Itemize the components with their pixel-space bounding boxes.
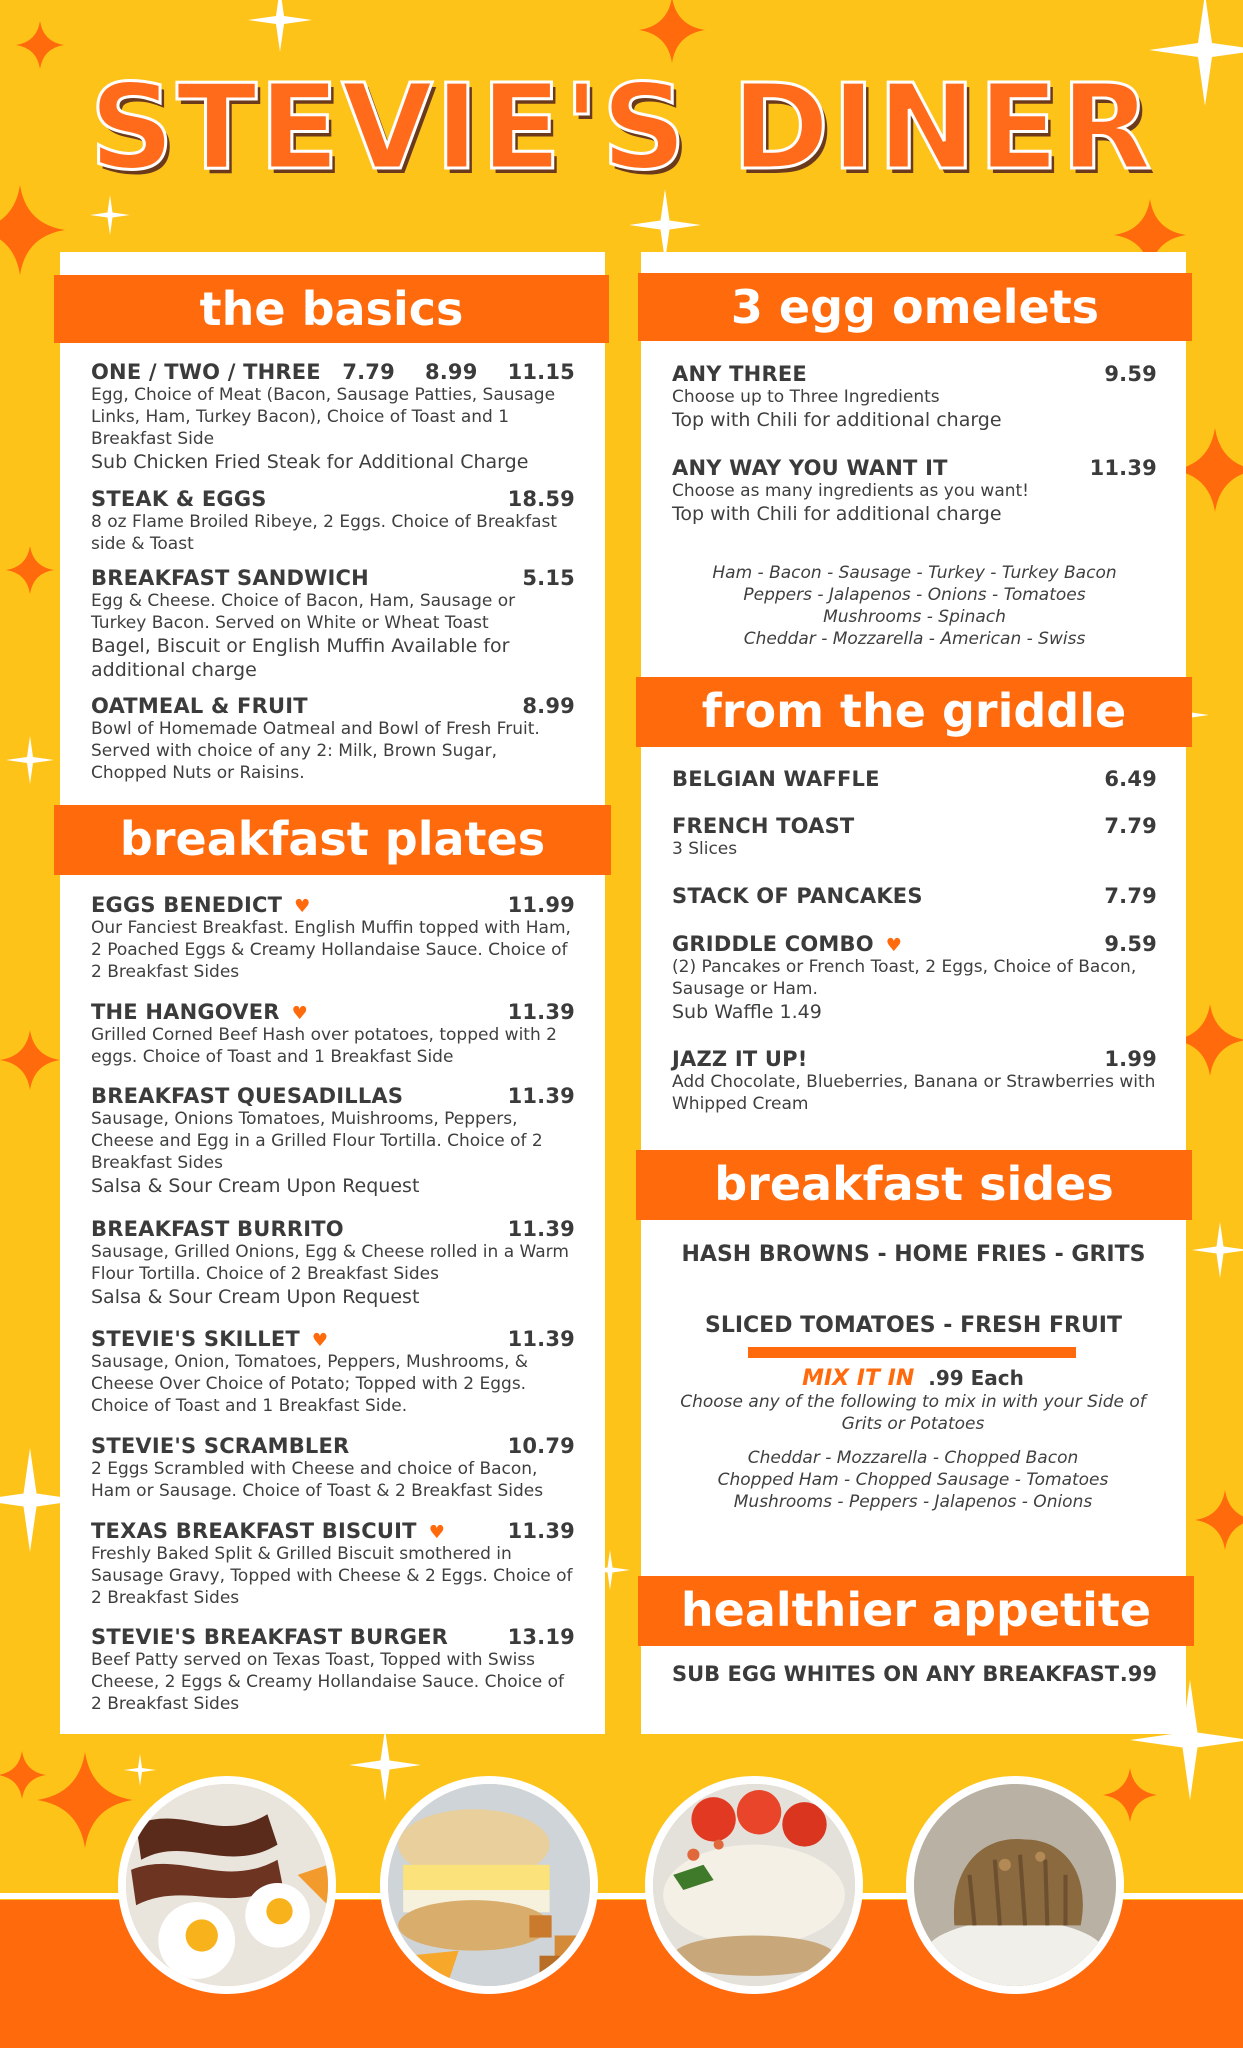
heart-icon: ♥ xyxy=(311,1330,329,1351)
item-description: 3 Slices xyxy=(672,839,738,859)
item-description: Sausage, Onions Tomatoes, Muishrooms, Peppers, Cheese and Egg in a Grilled Flour Tortilla. Choice of 2 Breakfast Sides xyxy=(91,1109,543,1173)
sides-line: SLICED TOMATOES - FRESH FRUIT xyxy=(704,1313,1123,1338)
menu-item xyxy=(91,893,575,983)
item-name: ANY WAY YOU WANT IT xyxy=(672,456,948,480)
item-note: Bagel, Biscuit or English Muffin Available for additional charge xyxy=(91,635,510,681)
item-note: Salsa & Sour Cream Upon Request xyxy=(91,1175,420,1197)
menu-item xyxy=(91,487,575,555)
item-description: (2) Pancakes or French Toast, 2 Eggs, Choice of Bacon, Sausage or Ham. xyxy=(672,957,1137,999)
item-name: TEXAS BREAKFAST BISCUIT xyxy=(91,1519,417,1543)
item-name: ANY THREE xyxy=(672,362,807,386)
item-description: Our Fanciest Breakfast. English Muffin topped with Ham, 2 Poached Eggs & Creamy Hollandaise Sauce. Choice of 2 Breakfast Sides xyxy=(91,918,571,982)
menu-item xyxy=(672,884,1157,908)
heart-icon: ♥ xyxy=(428,1522,446,1543)
item-name: STEVIE'S BREAKFAST BURGER xyxy=(91,1625,449,1649)
item-price: 7.79 xyxy=(1104,884,1157,908)
item-description: Egg, Choice of Meat (Bacon, Sausage Patties, Sausage Links, Ham, Turkey Bacon), Choice of Toast and 1 Breakfast Side xyxy=(91,385,556,449)
item-price: 1.99 xyxy=(1104,1047,1157,1071)
heart-icon: ♥ xyxy=(885,935,903,956)
omelets-heading: 3 egg omelets xyxy=(638,273,1192,341)
menu-item xyxy=(91,1625,575,1715)
item-price: 11.39 xyxy=(507,1217,575,1241)
item-name: EGGS BENEDICT xyxy=(91,893,283,917)
menu-item xyxy=(91,360,575,474)
sides-list xyxy=(656,1242,1171,1267)
item-name: ONE / TWO / THREE xyxy=(91,360,321,384)
griddle-heading: from the griddle xyxy=(636,677,1192,747)
item-price: 11.39 xyxy=(507,1327,575,1351)
item-price: 6.49 xyxy=(1104,767,1157,791)
item-description: Freshly Baked Split & Grilled Biscuit smothered in Sausage Gravy, Topped with Cheese & 2 Eggs. Choice of 2 Breakfast Sides xyxy=(91,1544,573,1608)
item-name: OATMEAL & FRUIT xyxy=(91,694,308,718)
menu-item xyxy=(672,362,1157,432)
ingredient-line: Peppers - Jalapenos - Onions - Tomatoes xyxy=(743,585,1086,605)
menu-item xyxy=(91,1434,575,1502)
item-name: BREAKFAST QUESADILLAS xyxy=(91,1084,404,1108)
mix-option-line: Mushrooms - Peppers - Jalapenos - Onions xyxy=(733,1492,1093,1512)
mix-it-in-price: .99 Each xyxy=(928,1366,1024,1390)
menu-item xyxy=(672,767,1157,791)
breakfast-sandwich-photo xyxy=(380,1776,598,1994)
item-price: 11.39 xyxy=(507,1000,575,1024)
sides-list xyxy=(656,1313,1171,1338)
item-name: FRENCH TOAST xyxy=(672,814,855,838)
item-description: Choose as many ingredients as you want! xyxy=(672,481,1029,501)
item-price: 8.99 xyxy=(522,694,575,718)
item-description: Grilled Corned Beef Hash over potatoes, topped with 2 eggs. Choice of Toast and 1 Breakfast Side xyxy=(91,1025,557,1067)
item-price: 13.19 xyxy=(507,1625,575,1649)
bacon-and-eggs-photo xyxy=(118,1776,336,1994)
item-name: BREAKFAST BURRITO xyxy=(91,1217,344,1241)
item-description: 8 oz Flame Broiled Ribeye, 2 Eggs. Choice of Breakfast side & Toast xyxy=(91,512,558,554)
menu-item xyxy=(672,814,1157,860)
item-name: STACK OF PANCAKES xyxy=(672,884,923,908)
item-note: Sub Waffle 1.49 xyxy=(672,1001,822,1023)
menu-item xyxy=(672,932,1157,1024)
item-name: BELGIAN WAFFLE xyxy=(672,767,880,791)
item-price: 11.39 xyxy=(507,1519,575,1543)
item-price: 7.79 xyxy=(1104,814,1157,838)
egg-whites-price: .99 xyxy=(1119,1662,1157,1686)
ingredient-line: Ham - Bacon - Sausage - Turkey - Turkey Bacon xyxy=(712,563,1117,583)
omelet-photo xyxy=(645,1776,863,1994)
item-description: Choose up to Three Ingredients xyxy=(672,387,940,407)
basics-heading: the basics xyxy=(54,275,609,343)
item-name: JAZZ IT UP! xyxy=(672,1047,808,1071)
left-menu-panel xyxy=(60,252,605,1734)
item-name: GRIDDLE COMBO xyxy=(672,932,874,956)
menu-item xyxy=(91,694,575,784)
mix-it-in-block xyxy=(662,1366,1164,1513)
item-note: Sub Chicken Fried Steak for Additional Charge xyxy=(91,451,529,473)
breakfast-sides-heading: breakfast sides xyxy=(636,1150,1192,1220)
item-description: Add Chocolate, Blueberries, Banana or Strawberries with Whipped Cream xyxy=(672,1072,1156,1114)
menu-item xyxy=(91,1000,575,1068)
menu-item xyxy=(91,566,575,682)
mix-it-in-label: MIX IT IN xyxy=(802,1366,915,1391)
item-price: 9.59 xyxy=(1104,932,1157,956)
item-price: 11.15 xyxy=(507,360,575,384)
item-price: 8.99 xyxy=(424,360,478,384)
heart-icon: ♥ xyxy=(294,896,311,917)
item-name: STEAK & EGGS xyxy=(91,487,267,511)
item-note: Top with Chili for additional charge xyxy=(672,503,1002,525)
mix-option-line: Cheddar - Mozzarella - Chopped Bacon xyxy=(747,1448,1079,1468)
item-price: 10.79 xyxy=(507,1434,575,1458)
menu-item xyxy=(91,1327,575,1417)
ingredient-line: Mushrooms - Spinach xyxy=(823,607,1006,627)
item-price: 5.15 xyxy=(522,566,575,590)
item-name: STEVIE'S SCRAMBLER xyxy=(91,1434,350,1458)
healthier-line xyxy=(672,1662,1157,1686)
egg-whites-option: SUB EGG WHITES ON ANY BREAKFAST xyxy=(672,1662,1120,1686)
item-price: 11.39 xyxy=(1089,456,1157,480)
menu-item xyxy=(672,1047,1157,1115)
muffin-photo xyxy=(906,1776,1124,1994)
item-description: 2 Eggs Scrambled with Cheese and choice of Bacon, Ham or Sausage. Choice of Toast & 2 Breakfast Sides xyxy=(91,1459,544,1501)
item-name: THE HANGOVER xyxy=(91,1000,280,1024)
item-note: Top with Chili for additional charge xyxy=(672,409,1002,431)
mix-it-in-description: Choose any of the following to mix in with your Side of Grits or Potatoes xyxy=(680,1392,1146,1434)
item-description: Sausage, Onion, Tomatoes, Peppers, Mushrooms, & Cheese Over Choice of Potato; Topped with 2 Eggs. Choice of Toast and 1 Breakfast Side. xyxy=(91,1352,529,1416)
ingredient-line: Cheddar - Mozzarella - American - Swiss xyxy=(743,629,1086,649)
item-name: BREAKFAST SANDWICH xyxy=(91,566,369,590)
menu-item xyxy=(91,1217,575,1309)
menu-item xyxy=(672,456,1157,526)
item-price: 18.59 xyxy=(507,487,575,511)
mix-option-line: Chopped Ham - Chopped Sausage - Tomatoes xyxy=(717,1470,1109,1490)
item-name: STEVIE'S SKILLET xyxy=(91,1327,300,1351)
item-description: Sausage, Grilled Onions, Egg & Cheese rolled in a Warm Flour Tortilla. Choice of 2 Breakfast Sides xyxy=(91,1242,569,1284)
menu-item xyxy=(91,1519,575,1609)
item-price: 9.59 xyxy=(1104,362,1157,386)
breakfast-plates-heading: breakfast plates xyxy=(54,805,611,875)
sides-line: HASH BROWNS - HOME FRIES - GRITS xyxy=(681,1242,1146,1267)
item-description: Egg & Cheese. Choice of Bacon, Ham, Sausage or Turkey Bacon. Served on White or Wheat Toast xyxy=(91,591,516,633)
sides-divider xyxy=(748,1347,1076,1358)
omelet-ingredients xyxy=(672,562,1157,650)
item-description: Beef Patty served on Texas Toast, Topped with Swiss Cheese, 2 Eggs & Creamy Hollandaise Sauce. Choice of 2 Breakfast Sides xyxy=(91,1650,564,1714)
item-note: Salsa & Sour Cream Upon Request xyxy=(91,1286,420,1308)
item-price: 11.99 xyxy=(507,893,575,917)
item-price: 7.79 xyxy=(342,360,395,384)
restaurant-title: STEVIE'S DINER xyxy=(89,58,1154,196)
healthier-appetite-heading: healthier appetite xyxy=(638,1576,1194,1646)
heart-icon: ♥ xyxy=(291,1003,308,1024)
menu-item xyxy=(91,1084,575,1198)
item-price: 11.39 xyxy=(507,1084,575,1108)
item-description: Bowl of Homemade Oatmeal and Bowl of Fresh Fruit. Served with choice of any 2: Milk, Brown Sugar, Chopped Nuts or Raisins. xyxy=(91,719,540,783)
